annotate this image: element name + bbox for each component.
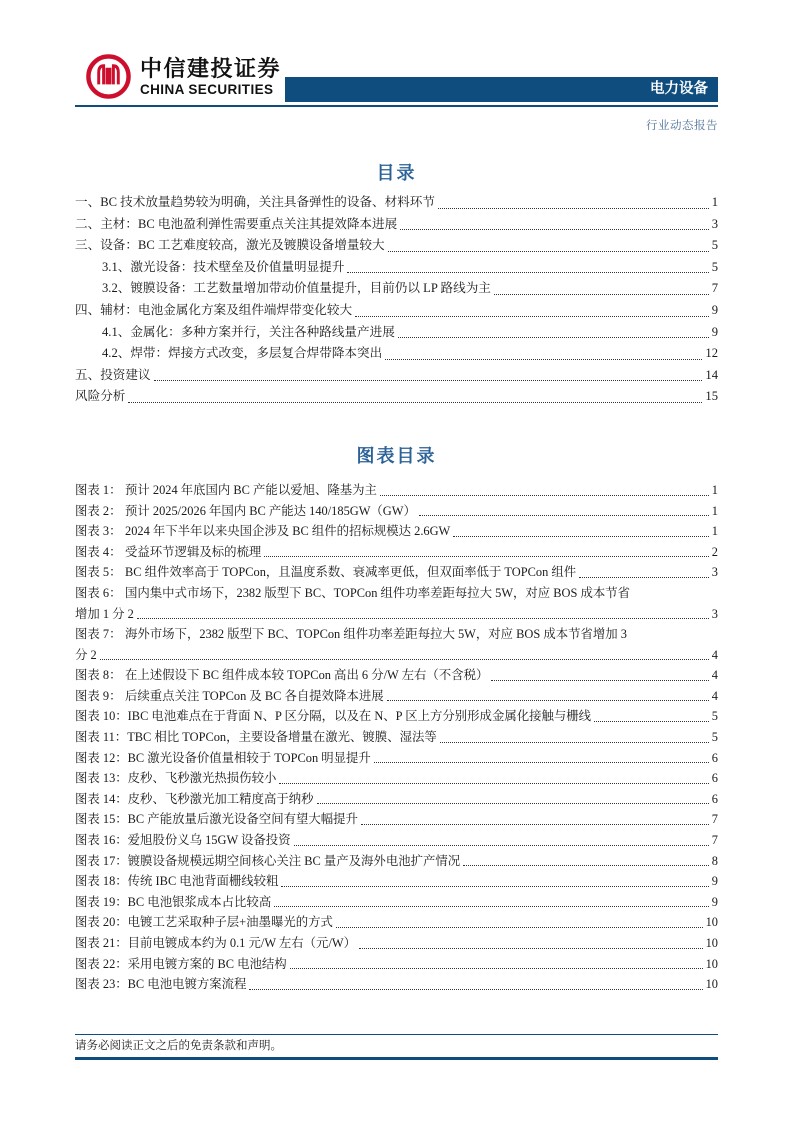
figure-entry-label: 图表 16： <box>75 833 128 848</box>
dotted-leader <box>460 851 712 872</box>
figure-entry-label: 图表 3： <box>75 524 122 539</box>
figure-entry <box>75 789 718 810</box>
toc-entry <box>75 365 718 387</box>
toc-entry <box>75 192 718 214</box>
toc-entry-text: 二、主材：BC 电池盈利弹性需要重点关注其提效降本进展 <box>75 216 398 231</box>
figure-entry-page: 9 <box>711 894 718 909</box>
page-footer <box>75 1034 718 1060</box>
figure-entry-label: 图表 1： <box>75 482 122 497</box>
sector-label-bar: 电力设备 <box>285 77 718 102</box>
figure-entry-label: 图表 21： <box>75 936 128 950</box>
toc-entry-text: 五、投资建议 <box>75 367 151 382</box>
figure-entry-label: 图表 17： <box>75 853 128 868</box>
dotted-leader <box>151 365 706 387</box>
figure-entry-page: 1 <box>711 503 718 518</box>
figure-entry-text: 目前电镀成本约为 0.1 元/W 左右（元/W） <box>127 936 356 950</box>
figure-entry-label: 图表 6： <box>75 585 122 600</box>
toc-entry <box>75 257 718 279</box>
figure-entry-label: 图表 18： <box>75 874 128 889</box>
figure-entry-page: 4 <box>711 647 718 662</box>
figure-entry-label: 图表 9： <box>75 688 122 703</box>
figure-entry-text: 预计 2025/2026 年国内 BC 产能达 140/185GW（GW） <box>125 503 416 518</box>
figure-entry <box>75 542 718 563</box>
figure-entry-text: 预计 2024 年底国内 BC 产能以爱旭、隆基为主 <box>125 482 377 497</box>
toc-entry-page: 5 <box>711 238 718 253</box>
figure-entry-page: 1 <box>711 482 718 497</box>
figure-entry-page: 10 <box>705 915 718 930</box>
figure-entry-text: TBC 相比 TOPCon，主要设备增量在激光、镀膜、湿法等 <box>127 730 437 745</box>
figure-entry <box>75 624 718 645</box>
figure-entry-text: 海外市场下，2382 版型下 BC、TOPCon 组件功率差距每拉大 5W，对应 BOS 成本节省增加 3 <box>125 627 627 642</box>
figure-entry <box>75 954 718 975</box>
dotted-leader <box>591 706 712 727</box>
dotted-leader <box>397 214 712 236</box>
toc-entry-text: 4.1、金属化：多种方案并行，关注各种路线量产进展 <box>102 324 395 339</box>
figure-entry-text: BC 电池电镀方案流程 <box>127 977 247 992</box>
figure-entry-text: BC 组件效率高于 TOPCon，且温度系数、衰减率更低，但双面率低于 TOPCon 组件 <box>125 565 577 580</box>
figure-entry-page: 3 <box>711 565 718 580</box>
figure-entry-text: 皮秒、飞秒激光热损伤较小 <box>127 771 277 786</box>
dotted-leader <box>385 235 712 257</box>
figure-entry-label: 图表 14： <box>75 791 128 806</box>
figure-entry-label: 图表 20： <box>75 915 128 930</box>
dotted-leader <box>246 974 705 995</box>
toc-entry-text: 4.2、焊带：焊接方式改变，多层复合焊带降本突出 <box>102 346 383 361</box>
toc-list <box>75 192 718 408</box>
figure-entry-text2: 分 2 <box>75 647 97 662</box>
figure-entry-continuation <box>75 604 718 625</box>
dotted-leader <box>437 727 712 748</box>
figure-entry-text: 爱旭股份义乌 15GW 设备投资 <box>127 833 291 848</box>
toc-entry <box>75 322 718 344</box>
toc-entry-page: 5 <box>711 259 718 274</box>
dotted-leader <box>382 343 705 365</box>
figure-entry-text: 后续重点关注 TOPCon 及 BC 各自提效降本进展 <box>125 688 384 703</box>
figure-entry <box>75 521 718 542</box>
figure-entry <box>75 768 718 789</box>
figure-entry-text: BC 电池银浆成本占比较高 <box>127 894 272 909</box>
toc-entry-page: 9 <box>711 324 718 339</box>
toc-entry <box>75 214 718 236</box>
dotted-leader <box>352 300 712 322</box>
toc-entry-text: 3.1、激光设备：技术壁垒及价值量明显提升 <box>102 259 345 274</box>
dotted-leader <box>450 521 712 542</box>
dotted-leader <box>314 789 712 810</box>
figure-entry-continuation <box>75 645 718 666</box>
figure-entry <box>75 727 718 748</box>
figure-entry-label: 图表 2： <box>75 503 122 518</box>
dotted-leader <box>377 480 712 501</box>
figure-entry <box>75 501 718 522</box>
toc-entry-page: 12 <box>705 346 718 361</box>
dotted-leader <box>488 665 711 686</box>
figure-entry <box>75 912 718 933</box>
dotted-leader <box>395 322 712 344</box>
figure-entry-page: 4 <box>711 688 718 703</box>
figure-entry-label: 图表 23： <box>75 977 128 992</box>
main-content <box>75 155 718 995</box>
toc-entry-page: 15 <box>705 389 718 404</box>
figure-entry <box>75 706 718 727</box>
toc-entry <box>75 235 718 257</box>
figure-entry-page: 10 <box>705 977 718 992</box>
toc-entry-page: 3 <box>711 216 718 231</box>
figure-entry <box>75 974 718 995</box>
figure-entry <box>75 871 718 892</box>
figure-entry-text: 镀膜设备规模远期空间核心关注 BC 量产及海外电池扩产情况 <box>127 853 461 868</box>
figure-entry-label: 图表 22： <box>75 956 128 971</box>
figure-entry <box>75 686 718 707</box>
figure-entry-text: 电镀工艺采取种子层+油墨曝光的方式 <box>127 915 333 930</box>
toc-entry <box>75 300 718 322</box>
footer-bottom-rule <box>75 1057 718 1060</box>
dotted-leader <box>134 604 712 625</box>
toc-heading: 目录 <box>376 163 417 183</box>
figure-entry <box>75 562 718 583</box>
figure-entry-label: 图表 13： <box>75 771 128 786</box>
figure-toc-heading: 图表目录 <box>356 445 437 466</box>
figure-entry-page: 6 <box>711 750 718 765</box>
report-type-label: 行业动态报告 <box>646 120 718 132</box>
figure-entry-page: 9 <box>711 874 718 889</box>
figure-list <box>75 480 718 995</box>
figure-entry <box>75 851 718 872</box>
figure-entry-page: 6 <box>711 791 718 806</box>
dotted-leader <box>278 871 711 892</box>
toc-entry-page: 9 <box>711 302 718 317</box>
figure-entry <box>75 665 718 686</box>
dotted-leader <box>261 542 712 563</box>
figure-entry-page: 5 <box>711 730 718 745</box>
dotted-leader <box>344 257 711 279</box>
toc-entry-text: 一、BC 技术放量趋势较为明确，关注具备弹性的设备、材料环节 <box>75 195 435 209</box>
figure-entry <box>75 480 718 501</box>
figure-entry-text: 在上述假设下 BC 组件成本较 TOPCon 高出 6 分/W 左右（不含税） <box>125 668 489 683</box>
figure-entry <box>75 933 718 954</box>
toc-entry <box>75 386 718 408</box>
company-name-en: CHINA SECURITIES <box>140 82 274 97</box>
company-name <box>140 56 281 98</box>
figure-entry <box>75 583 718 604</box>
figure-entry-page: 3 <box>711 606 718 621</box>
dotted-leader <box>333 912 706 933</box>
toc-entry-page: 14 <box>705 367 718 382</box>
dotted-leader <box>276 768 711 789</box>
figure-entry-label: 图表 7： <box>75 627 122 642</box>
figure-entry-text: IBC 电池难点在于背面 N、P 区分隔，以及在 N、P 区上方分别形成金属化接触与栅线 <box>127 709 592 724</box>
figure-entry-text: 受益环节逻辑及标的梳理 <box>125 544 262 559</box>
toc-entry-text: 三、设备：BC 工艺难度较高，激光及镀膜设备增量较大 <box>75 238 385 253</box>
figure-entry-page: 7 <box>711 833 718 848</box>
figure-entry-page: 7 <box>711 812 718 827</box>
dotted-leader <box>416 501 712 522</box>
figure-entry <box>75 748 718 769</box>
figure-entry-label: 图表 15： <box>75 812 128 827</box>
figure-entry-text: BC 产能放量后激光设备空间有望大幅提升 <box>127 812 358 827</box>
figure-entry-text: 采用电镀方案的 BC 电池结构 <box>127 956 287 971</box>
figure-entry-text: 2024 年下半年以来央国企涉及 BC 组件的招标规模达 2.6GW <box>125 524 451 539</box>
figure-entry-label: 图表 10： <box>75 709 128 724</box>
toc-entry-text: 风险分析 <box>75 389 126 404</box>
toc-entry-text: 四、辅材：电池金属化方案及组件端焊带变化较大 <box>75 302 353 317</box>
company-logo-icon <box>85 53 132 100</box>
figure-entry-page: 2 <box>711 544 718 559</box>
figure-entry-text: 国内集中式市场下，2382 版型下 BC、TOPCon 组件功率差距每拉大 5W，对应 BOS 成本节省 <box>125 585 631 600</box>
dotted-leader <box>384 686 712 707</box>
footer-disclaimer: 请务必阅读正文之后的免责条款和声明。 <box>75 1040 282 1052</box>
figure-entry-text: 皮秒、飞秒激光加工精度高于纳秒 <box>127 791 314 806</box>
toc-entry-page: 7 <box>711 281 718 296</box>
dotted-leader <box>356 933 706 954</box>
dotted-leader <box>435 192 712 214</box>
dotted-leader <box>125 386 705 408</box>
figure-entry-label: 图表 5： <box>75 565 122 580</box>
toc-entry <box>75 343 718 365</box>
toc-entry-page: 1 <box>711 195 718 209</box>
dotted-leader <box>576 562 712 583</box>
figure-entry-text: BC 激光设备价值量相较于 TOPCon 明显提升 <box>127 750 371 765</box>
figure-entry-page: 5 <box>711 709 718 724</box>
figure-entry-label: 图表 19： <box>75 894 128 909</box>
dotted-leader <box>97 645 712 666</box>
dotted-leader <box>358 809 712 830</box>
dotted-leader <box>491 278 712 300</box>
company-name-cn: 中信建投证券 <box>140 56 282 81</box>
figure-entry-page: 4 <box>711 668 718 683</box>
figure-entry-text: 传统 IBC 电池背面栅线较粗 <box>127 874 279 889</box>
figure-entry <box>75 830 718 851</box>
dotted-leader <box>291 830 712 851</box>
dotted-leader <box>287 954 706 975</box>
figure-entry <box>75 892 718 913</box>
figure-entry-page: 8 <box>711 853 718 868</box>
figure-entry-label: 图表 4： <box>75 544 122 559</box>
figure-entry-label: 图表 12： <box>75 750 128 765</box>
dotted-leader <box>271 892 712 913</box>
figure-entry-label: 图表 11： <box>75 730 128 745</box>
figure-entry-page: 10 <box>705 936 718 950</box>
figure-entry-text2: 增加 1 分 2 <box>75 606 134 621</box>
figure-entry-page: 1 <box>711 524 718 539</box>
figure-entry-page: 10 <box>705 956 718 971</box>
figure-entry-page: 6 <box>711 771 718 786</box>
toc-entry-text: 3.2、镀膜设备：工艺数量增加带动价值量提升，目前仍以 LP 路线为主 <box>102 281 491 296</box>
figure-entry <box>75 809 718 830</box>
toc-entry <box>75 278 718 300</box>
header-divider <box>75 105 718 107</box>
dotted-leader <box>371 748 712 769</box>
figure-entry-label: 图表 8： <box>75 668 122 683</box>
